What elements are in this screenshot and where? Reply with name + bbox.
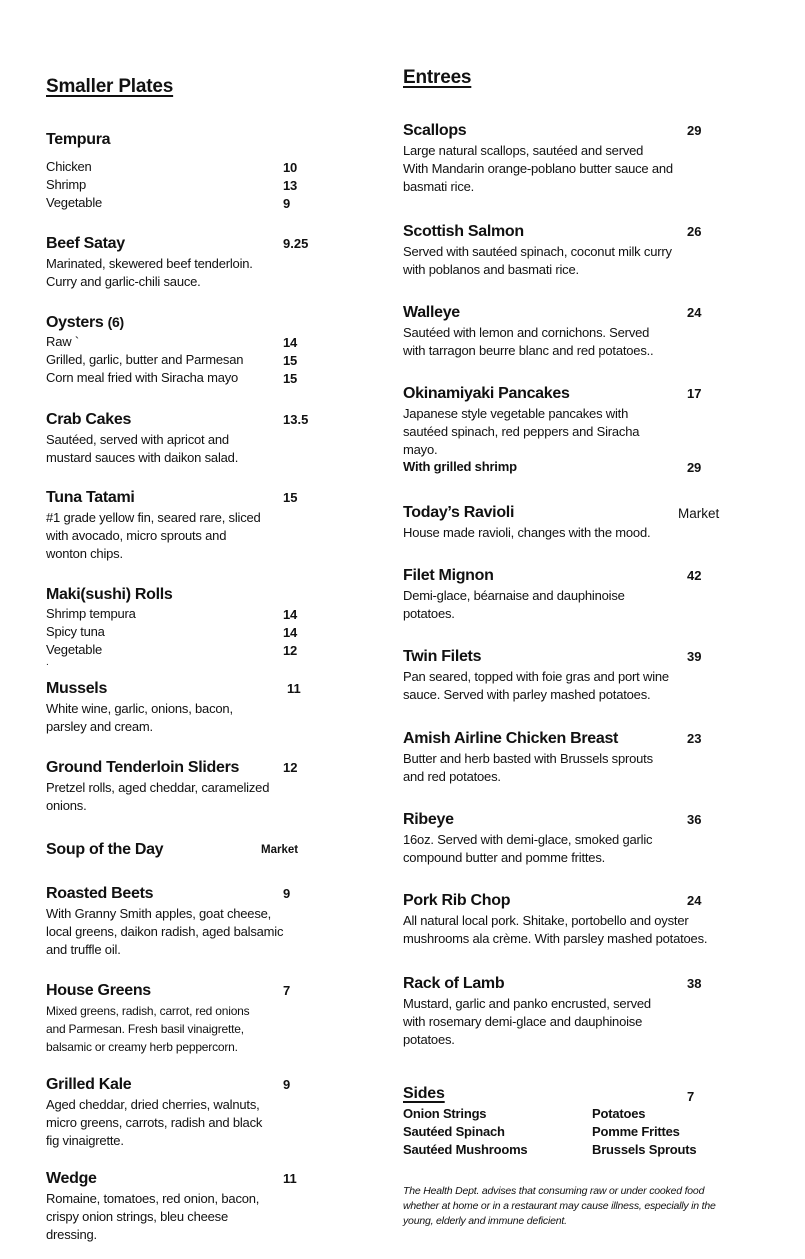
item-description: House made ravioli, changes with the mood. bbox=[403, 525, 651, 540]
item-description: Romaine, tomatoes, red onion, bacon, crispy onion strings, bleu cheese dressing. bbox=[46, 1191, 260, 1242]
price: 15 bbox=[283, 371, 298, 386]
menu-item-tuna-tatami bbox=[46, 489, 298, 563]
sides-list bbox=[403, 1106, 763, 1162]
menu-item-house-greens bbox=[46, 982, 291, 1056]
item-description: White wine, garlic, onions, bacon, parsley and cream. bbox=[46, 701, 233, 734]
sides-price: 7 bbox=[687, 1089, 695, 1104]
price: 12 bbox=[283, 643, 298, 658]
menu-item-mussels bbox=[46, 680, 301, 736]
option-row: Vegetable 12 bbox=[46, 642, 298, 658]
item-name: Pork Rib Chop bbox=[403, 892, 511, 909]
item-name: Filet Mignon bbox=[403, 567, 494, 584]
menu-item-ribeye bbox=[403, 811, 702, 867]
price: 29 bbox=[687, 460, 702, 475]
price: 42 bbox=[687, 568, 702, 583]
item-description: Marinated, skewered beef tenderloin. Curry and garlic-chili sauce. bbox=[46, 256, 253, 289]
side-item: Brussels Sprouts bbox=[592, 1142, 697, 1157]
price: 15 bbox=[283, 353, 298, 368]
menu-item-crab-cakes bbox=[46, 411, 309, 467]
price: 14 bbox=[283, 335, 298, 350]
item-description: 16oz. Served with demi-glace, smoked garlic compound butter and pomme frittes. bbox=[403, 832, 653, 865]
item-name: Ground Tenderloin Sliders bbox=[46, 759, 240, 776]
option-row: Raw ` 14 bbox=[46, 334, 298, 350]
item-name: Crab Cakes bbox=[46, 411, 132, 428]
menu-item-twin-filets bbox=[403, 648, 702, 704]
price: 9 bbox=[283, 886, 291, 901]
menu-item-walleye bbox=[403, 304, 702, 360]
menu-item-wedge bbox=[46, 1170, 297, 1244]
option-row: Grilled, garlic, butter and Parmesan 15 bbox=[46, 352, 298, 368]
price: 23 bbox=[687, 731, 702, 746]
price: 36 bbox=[687, 812, 702, 827]
menu-item-sliders bbox=[46, 759, 298, 815]
item-description: Mixed greens, radish, carrot, red onions and Parmesan. Fresh basil vinaigrette, balsamic or creamy herb peppercorn. bbox=[46, 1004, 250, 1054]
item-name: Oysters (6) bbox=[46, 314, 124, 331]
price: 39 bbox=[687, 649, 702, 664]
item-description: Mustard, garlic and panko encrusted, served with rosemary demi-glace and dauphinoise potatoes. bbox=[403, 996, 651, 1047]
price: 13 bbox=[283, 178, 298, 193]
price: 17 bbox=[687, 386, 702, 401]
item-name: Soup of the Day bbox=[46, 841, 164, 858]
side-item: Pomme Frittes bbox=[592, 1124, 680, 1139]
price: Market bbox=[261, 844, 299, 856]
item-description: All natural local pork. Shitake, portobello and oyster mushrooms ala crème. With parsley mashed potatoes. bbox=[403, 913, 708, 946]
menu-item-okinamiyaki bbox=[403, 385, 702, 477]
menu-item-chicken-breast bbox=[403, 730, 702, 786]
price: Market bbox=[678, 506, 720, 521]
menu-item-soup bbox=[46, 841, 299, 861]
item-description: Pretzel rolls, aged cheddar, caramelized onions. bbox=[46, 780, 270, 813]
item-name: Maki(sushi) Rolls bbox=[46, 586, 173, 603]
item-name: Amish Airline Chicken Breast bbox=[403, 730, 619, 747]
item-name: Today’s Ravioli bbox=[403, 504, 515, 521]
side-item: Onion Strings bbox=[403, 1106, 487, 1121]
price: 7 bbox=[283, 983, 291, 998]
item-description: With Granny Smith apples, goat cheese, local greens, daikon radish, aged balsamic and truffle oil. bbox=[46, 906, 284, 957]
item-description: Aged cheddar, dried cherries, walnuts, micro greens, carrots, radish and black fig vinaigrette. bbox=[46, 1097, 263, 1148]
option-row: Shrimp 13 bbox=[46, 177, 298, 193]
menu-item-rack-of-lamb bbox=[403, 975, 702, 1049]
option-row: Vegetable 9 bbox=[46, 195, 291, 211]
item-description: Demi-glace, béarnaise and dauphinoise potatoes. bbox=[403, 588, 625, 621]
item-name: Tempura bbox=[46, 131, 111, 148]
item-description: Sautéed with lemon and cornichons. Served with tarragon beurre blanc and red potatoes.. bbox=[403, 325, 654, 358]
menu-item-tempura bbox=[46, 131, 298, 213]
item-name: Rack of Lamb bbox=[403, 975, 505, 992]
price: 14 bbox=[283, 625, 298, 640]
item-name: Ribeye bbox=[403, 811, 454, 828]
item-description: #1 grade yellow fin, seared rare, sliced with avocado, micro sprouts and wonton chips. bbox=[46, 510, 261, 561]
item-description: Butter and herb basted with Brussels sprouts and red potatoes. bbox=[403, 751, 653, 784]
menu-item-grilled-kale bbox=[46, 1076, 291, 1150]
option-row: With grilled shrimp 29 bbox=[403, 459, 702, 475]
menu-item-ravioli bbox=[403, 504, 720, 542]
health-notice: The Health Dept. advises that consuming raw or under cooked food whether at home or in a restaurant may cause illness, especially in the young, elderly and immune deficient. bbox=[403, 1185, 716, 1227]
item-name: Walleye bbox=[403, 304, 460, 321]
price: 24 bbox=[687, 305, 702, 320]
item-description: Sautéed, served with apricot and mustard sauces with daikon salad. bbox=[46, 432, 239, 465]
price: 24 bbox=[687, 893, 702, 908]
price: 11 bbox=[287, 681, 301, 696]
item-name: Wedge bbox=[46, 1170, 97, 1187]
side-item: Sautéed Mushrooms bbox=[403, 1142, 528, 1157]
item-name: Mussels bbox=[46, 680, 108, 697]
price: 26 bbox=[687, 224, 702, 239]
item-description: Pan seared, topped with foie gras and port wine sauce. Served with parley mashed potatoes. bbox=[403, 669, 669, 702]
menu-item-maki-rolls bbox=[46, 586, 298, 668]
stray-mark: . bbox=[46, 657, 49, 668]
menu-item-scallops bbox=[403, 122, 702, 196]
menu-item-oysters bbox=[46, 314, 298, 388]
price: 10 bbox=[283, 160, 298, 175]
menu-item-scottish-salmon bbox=[403, 223, 702, 279]
option-row: Shrimp tempura 14 bbox=[46, 606, 298, 622]
item-name: Scottish Salmon bbox=[403, 223, 524, 240]
price: 14 bbox=[283, 607, 298, 622]
price: 9 bbox=[283, 196, 291, 211]
sides-heading: Sides bbox=[403, 1085, 445, 1102]
item-name: Scallops bbox=[403, 122, 467, 139]
price: 9.25 bbox=[283, 236, 309, 251]
price: 9 bbox=[283, 1077, 291, 1092]
price: 13.5 bbox=[283, 412, 309, 427]
price: 12 bbox=[283, 760, 298, 775]
menu-item-beef-satay bbox=[46, 235, 309, 291]
price: 11 bbox=[283, 1171, 297, 1186]
item-name: Twin Filets bbox=[403, 648, 482, 665]
item-description: Japanese style vegetable pancakes with sautéed spinach, red peppers and Siracha mayo. bbox=[403, 406, 640, 457]
side-item: Potatoes bbox=[592, 1106, 646, 1121]
item-name: House Greens bbox=[46, 982, 151, 999]
option-row: Corn meal fried with Siracha mayo 15 bbox=[46, 370, 298, 386]
item-name: Beef Satay bbox=[46, 235, 125, 252]
entrees-heading: Entrees bbox=[403, 67, 472, 88]
menu-item-filet-mignon bbox=[403, 567, 702, 623]
item-name: Tuna Tatami bbox=[46, 489, 135, 506]
item-description: Served with sautéed spinach, coconut milk curry with poblanos and basmati rice. bbox=[403, 244, 672, 277]
side-item: Sautéed Spinach bbox=[403, 1124, 505, 1139]
item-name: Roasted Beets bbox=[46, 885, 154, 902]
price: 15 bbox=[283, 490, 298, 505]
price: 29 bbox=[687, 123, 702, 138]
item-name: Grilled Kale bbox=[46, 1076, 132, 1093]
item-description: Large natural scallops, sautéed and served With Mandarin orange-poblano butter sauce and basmati rice. bbox=[403, 143, 673, 194]
price: 38 bbox=[687, 976, 702, 991]
menu-item-pork-rib-chop bbox=[403, 892, 707, 948]
option-row: Spicy tuna 14 bbox=[46, 624, 298, 640]
option-row: Chicken 10 bbox=[46, 159, 298, 175]
smaller-plates-heading: Smaller Plates bbox=[46, 76, 174, 97]
menu-item-roasted-beets bbox=[46, 885, 291, 959]
item-name: Okinamiyaki Pancakes bbox=[403, 385, 570, 402]
